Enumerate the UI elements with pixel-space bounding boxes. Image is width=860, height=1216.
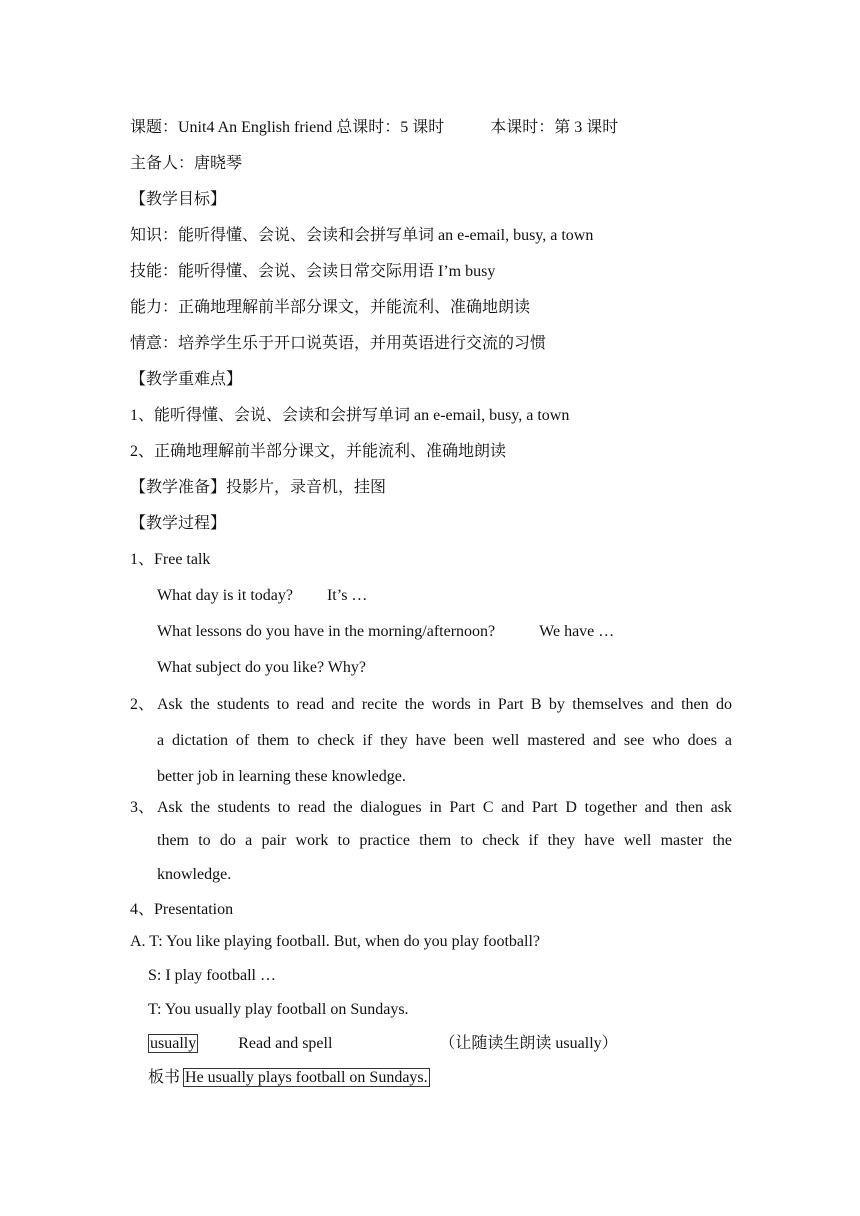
board-label: 板书: [148, 1069, 181, 1086]
preparation: 【教学准备】投影片，录音机，挂图: [130, 479, 387, 496]
process-heading: 【教学过程】: [130, 515, 227, 532]
step-2-line-3: better job in learning these knowledge.: [157, 768, 406, 785]
objectives-heading: 【教学目标】: [130, 191, 227, 208]
objective-skill: 技能：能听得懂、会说、会读日常交际用语 I’m busy: [130, 263, 496, 280]
key-point-1: 1、能听得懂、会说、会读和会拼写单词 an e-email, busy, a town: [130, 407, 570, 424]
read-and-spell: Read and spell: [238, 1035, 333, 1052]
blackboard-line: [148, 1068, 430, 1088]
vocabulary-line: [148, 1034, 618, 1054]
header-line: [130, 118, 618, 138]
presentation-a-line: A. T: You like playing football. But, when do you play football?: [130, 933, 540, 950]
step-2-line-2: a dictation of them to check if they have been well mastered and see who does a: [157, 732, 732, 749]
step-2-number: 2、: [130, 696, 155, 713]
step-2-line-1: Ask the students to read and recite the words in Part B by themselves and then do: [157, 696, 732, 713]
step-3-number: 3、: [130, 799, 155, 816]
preparer: 主备人：唐晓琴: [130, 155, 243, 172]
free-talk-answer: We have …: [539, 623, 615, 640]
free-talk-answer: It’s …: [326, 587, 368, 604]
step-3-line-1: Ask the students to read the dialogues in Part C and Part D together and then ask: [157, 799, 732, 816]
free-talk-question: What lessons do you have in the morning/afternoon?: [157, 623, 496, 640]
key-points-heading: 【教学重难点】: [130, 371, 243, 388]
board-sentence: He usually plays football on Sundays.: [185, 1069, 428, 1086]
objective-knowledge: 知识：能听得懂、会说、会读和会拼写单词 an e-email, busy, a town: [130, 227, 594, 244]
step-3-line-3: knowledge.: [157, 866, 232, 883]
presentation-t-line: T: You usually play football on Sundays.: [148, 1001, 409, 1018]
current-lesson: 本课时：第 3 课时: [490, 119, 619, 136]
free-talk-line-2: [157, 622, 614, 642]
step-4-title: 4、Presentation: [130, 901, 234, 918]
objective-ability: 能力：正确地理解前半部分课文，并能流利、准确地朗读: [130, 299, 531, 316]
step-1-title: 1、Free talk: [130, 551, 211, 568]
free-talk-question: What day is it today?: [157, 587, 293, 604]
objective-emotion: 情意：培养学生乐于开口说英语，并用英语进行交流的习惯: [130, 335, 547, 352]
boxed-word: usually: [150, 1035, 197, 1052]
presentation-s-line: S: I play football …: [148, 967, 276, 984]
lesson-title: 课题：Unit4 An English friend 总课时：5 课时: [130, 119, 445, 136]
teacher-note: （让随读生朗读 usually）: [439, 1035, 618, 1052]
free-talk-line-3: What subject do you like? Why?: [157, 659, 366, 676]
key-point-2: 2、正确地理解前半部分课文，并能流利、准确地朗读: [130, 443, 507, 460]
free-talk-line-1: [157, 586, 367, 606]
step-3-line-2: them to do a pair work to practice them to check if they have well master the: [157, 832, 732, 849]
